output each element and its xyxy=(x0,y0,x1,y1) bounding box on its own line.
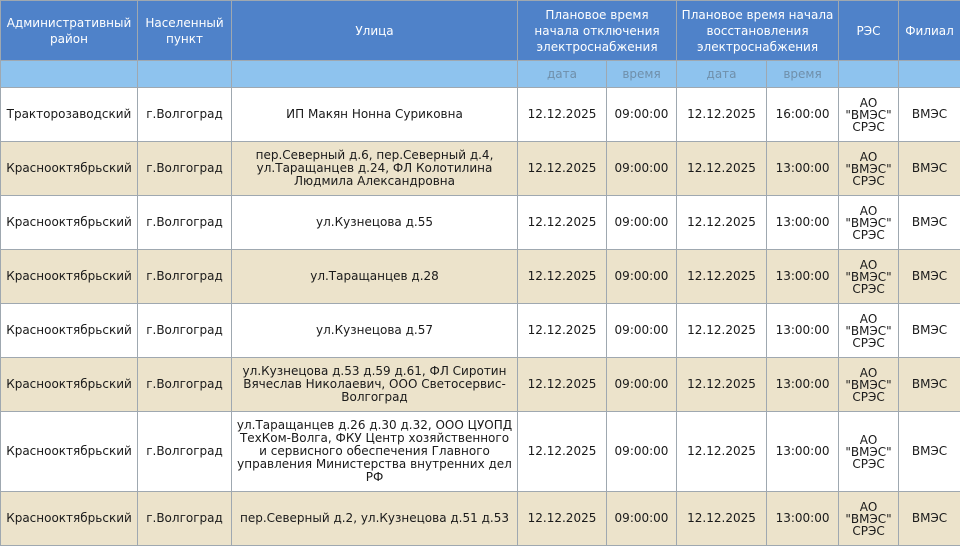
cell-on-date: 12.12.2025 xyxy=(677,196,767,250)
cell-off-date: 12.12.2025 xyxy=(518,412,607,492)
cell-off-time: 09:00:00 xyxy=(607,492,677,546)
cell-off-date: 12.12.2025 xyxy=(518,196,607,250)
subheader-on-time: время xyxy=(767,61,839,88)
subheader-empty xyxy=(138,61,232,88)
cell-settlement: г.Волгоград xyxy=(138,250,232,304)
cell-branch: ВМЭС xyxy=(899,412,960,492)
cell-on-time: 13:00:00 xyxy=(767,358,839,412)
cell-off-date: 12.12.2025 xyxy=(518,88,607,142)
cell-branch: ВМЭС xyxy=(899,304,960,358)
cell-street: ул.Таращанцев д.28 xyxy=(232,250,518,304)
cell-settlement: г.Волгоград xyxy=(138,196,232,250)
header-branch: Филиал xyxy=(899,1,960,61)
cell-res: АО "ВМЭС" СРЭС xyxy=(839,196,899,250)
cell-settlement: г.Волгоград xyxy=(138,358,232,412)
subheader-empty xyxy=(839,61,899,88)
cell-district: Краснооктябрьский xyxy=(1,304,138,358)
cell-off-time: 09:00:00 xyxy=(607,196,677,250)
subheader-off-date: дата xyxy=(518,61,607,88)
cell-district: Краснооктябрьский xyxy=(1,250,138,304)
table-row xyxy=(1,196,960,250)
cell-street: ул.Кузнецова д.53 д.59 д.61, ФЛ Сиротин Вячеслав Николаевич, ООО Светосервис-Волгоград xyxy=(232,358,518,412)
cell-on-date: 12.12.2025 xyxy=(677,250,767,304)
subheader-empty xyxy=(232,61,518,88)
cell-on-time: 13:00:00 xyxy=(767,304,839,358)
cell-street: ул.Кузнецова д.57 xyxy=(232,304,518,358)
cell-district: Краснооктябрьский xyxy=(1,412,138,492)
cell-street: ИП Макян Нонна Суриковна xyxy=(232,88,518,142)
header-street: Улица xyxy=(232,1,518,61)
cell-on-time: 13:00:00 xyxy=(767,492,839,546)
cell-branch: ВМЭС xyxy=(899,196,960,250)
header-res: РЭС xyxy=(839,1,899,61)
subheader-empty xyxy=(899,61,960,88)
cell-on-date: 12.12.2025 xyxy=(677,88,767,142)
cell-branch: ВМЭС xyxy=(899,142,960,196)
table-row xyxy=(1,412,960,492)
table-row xyxy=(1,358,960,412)
cell-settlement: г.Волгоград xyxy=(138,492,232,546)
cell-street: ул.Кузнецова д.55 xyxy=(232,196,518,250)
cell-off-date: 12.12.2025 xyxy=(518,250,607,304)
cell-off-time: 09:00:00 xyxy=(607,88,677,142)
cell-on-date: 12.12.2025 xyxy=(677,304,767,358)
cell-res: АО "ВМЭС" СРЭС xyxy=(839,412,899,492)
cell-on-time: 13:00:00 xyxy=(767,412,839,492)
cell-district: Краснооктябрьский xyxy=(1,358,138,412)
cell-res: АО "ВМЭС" СРЭС xyxy=(839,492,899,546)
cell-street: ул.Таращанцев д.26 д.30 д.32, ООО ЦУОПД ТехКом-Волга, ФКУ Центр хозяйственного и сервисного обеспечения Главного управления Министерства внутренних дел РФ xyxy=(232,412,518,492)
cell-off-date: 12.12.2025 xyxy=(518,358,607,412)
cell-district: Краснооктябрьский xyxy=(1,492,138,546)
table-row xyxy=(1,492,960,546)
cell-district: Краснооктябрьский xyxy=(1,142,138,196)
subheader-empty xyxy=(1,61,138,88)
cell-off-date: 12.12.2025 xyxy=(518,492,607,546)
cell-settlement: г.Волгоград xyxy=(138,412,232,492)
cell-street: пер.Северный д.2, ул.Кузнецова д.51 д.53 xyxy=(232,492,518,546)
cell-off-time: 09:00:00 xyxy=(607,358,677,412)
cell-on-time: 13:00:00 xyxy=(767,250,839,304)
header-district: Административный район xyxy=(1,1,138,61)
cell-off-time: 09:00:00 xyxy=(607,142,677,196)
table-row xyxy=(1,250,960,304)
subheader-off-time: время xyxy=(607,61,677,88)
cell-on-date: 12.12.2025 xyxy=(677,142,767,196)
header-row xyxy=(1,1,960,61)
cell-on-time: 16:00:00 xyxy=(767,88,839,142)
table-row xyxy=(1,304,960,358)
cell-on-date: 12.12.2025 xyxy=(677,412,767,492)
cell-branch: ВМЭС xyxy=(899,88,960,142)
cell-street: пер.Северный д.6, пер.Северный д.4, ул.Таращанцев д.24, ФЛ Колотилина Людмила Александровна xyxy=(232,142,518,196)
cell-district: Краснооктябрьский xyxy=(1,196,138,250)
cell-branch: ВМЭС xyxy=(899,358,960,412)
cell-branch: ВМЭС xyxy=(899,250,960,304)
table-row xyxy=(1,88,960,142)
cell-branch: ВМЭС xyxy=(899,492,960,546)
cell-settlement: г.Волгоград xyxy=(138,88,232,142)
cell-res: АО "ВМЭС" СРЭС xyxy=(839,304,899,358)
cell-district: Тракторозаводский xyxy=(1,88,138,142)
subheader-row xyxy=(1,61,960,88)
cell-off-time: 09:00:00 xyxy=(607,304,677,358)
cell-off-time: 09:00:00 xyxy=(607,250,677,304)
cell-off-date: 12.12.2025 xyxy=(518,142,607,196)
header-settlement: Населенный пункт xyxy=(138,1,232,61)
cell-off-date: 12.12.2025 xyxy=(518,304,607,358)
cell-off-time: 09:00:00 xyxy=(607,412,677,492)
cell-res: АО "ВМЭС" СРЭС xyxy=(839,142,899,196)
cell-res: АО "ВМЭС" СРЭС xyxy=(839,88,899,142)
cell-settlement: г.Волгоград xyxy=(138,142,232,196)
table-row xyxy=(1,142,960,196)
cell-on-time: 13:00:00 xyxy=(767,196,839,250)
subheader-on-date: дата xyxy=(677,61,767,88)
cell-on-time: 13:00:00 xyxy=(767,142,839,196)
header-off-time: Плановое время начала отключения электроснабжения xyxy=(518,1,677,61)
cell-settlement: г.Волгоград xyxy=(138,304,232,358)
cell-res: АО "ВМЭС" СРЭС xyxy=(839,358,899,412)
cell-on-date: 12.12.2025 xyxy=(677,358,767,412)
cell-on-date: 12.12.2025 xyxy=(677,492,767,546)
cell-res: АО "ВМЭС" СРЭС xyxy=(839,250,899,304)
header-on-time: Плановое время начала восстановления электроснабжения xyxy=(677,1,839,61)
